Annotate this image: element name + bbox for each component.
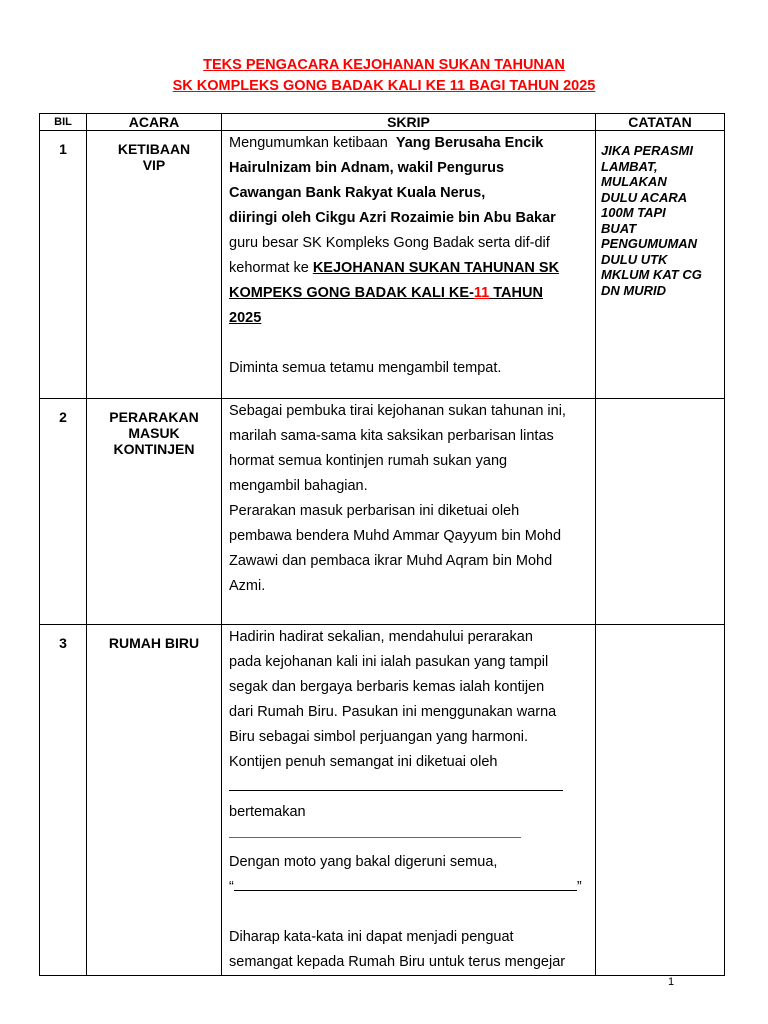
skrip-line: Diminta semua tetamu mengambil tempat. [229,360,502,376]
header-catatan: CATATAN [596,114,725,131]
skrip-line: kehormat ke KEJOHANAN SUKAN TAHUNAN SK [229,260,560,276]
skrip-line: semangat kepada Rumah Biru untuk terus mengejar [229,954,566,970]
skrip-line: Mengumumkan ketibaan Yang Berusaha Encik [229,135,544,151]
catatan-line: MULAKAN [601,174,667,189]
table-row [40,399,725,625]
skrip-line: Dengan moto yang bakal digeruni semua, [229,854,498,870]
skrip-line: marilah sama-sama kita saksikan perbarisan lintas [229,428,554,444]
header-bil: BIL [40,114,87,131]
skrip-line: pembawa bendera Muhd Ammar Qayyum bin Mohd [229,528,562,544]
skrip-line: segak dan bergaya berbaris kemas ialah kontijen [229,679,545,695]
header-acara: ACARA [87,114,222,131]
catatan-line: 100M TAPI [601,205,666,220]
catatan-line: PENGUMUMAN [601,236,698,251]
skrip-line: hormat semua kontinjen rumah sukan yang [229,453,508,469]
table-row [40,625,725,976]
table-header-row [40,114,725,131]
catatan-line: JIKA PERASMI [601,143,693,158]
skrip-line: guru besar SK Kompleks Gong Badak serta dif-dif [229,235,550,251]
skrip-line: Sebagai pembuka tirai kejohanan sukan tahunan ini, [229,403,566,419]
acara-line: KETIBAAN [117,141,191,157]
theme-blank-line [229,825,521,838]
skrip-line: bertemakan [229,804,306,820]
document-title-line-1: TEKS PENGACARA KEJOHANAN SUKAN TAHUNAN [203,57,565,73]
catatan-line: DN MURID [601,282,666,298]
catatan-line: MKLUM KAT CG [601,267,702,282]
skrip-line: diiringi oleh Cikgu Azri Rozaimie bin Abu Bakar [229,210,556,226]
skrip-line: Diharap kata-kata ini dapat menjadi penguat [229,929,514,945]
skrip-line: Zawawi dan pembaca ikrar Muhd Aqram bin Mohd [229,553,553,569]
skrip-line: Cawangan Bank Rakyat Kuala Nerus, [229,185,486,201]
leader-blank-line [229,775,591,800]
skrip-line: KOMPEKS GONG BADAK KALI KE-11 TAHUN [229,285,543,301]
acara-line: VIP [142,157,166,173]
acara-line: MASUK [128,425,180,441]
skrip-line: 2025 [229,310,262,326]
row-number: 1 [40,131,87,399]
document-title-line-2: SK KOMPLEKS GONG BADAK KALI KE 11 BAGI TAHUN 2025 [172,78,596,94]
skrip-line: pada kejohanan kali ini ialah pasukan yang tampil [229,654,549,670]
row-skrip [222,399,596,625]
acara-line: PERARAKAN [109,409,199,425]
header-skrip: SKRIP [222,114,596,131]
row-skrip [222,625,596,976]
skrip-line: Kontijen penuh semangat ini diketuai oleh [229,754,498,770]
row-catatan [596,131,725,399]
row-catatan [596,399,725,625]
catatan-line: DULU ACARA [601,189,688,205]
skrip-line: mengambil bahagian. [229,478,368,494]
row-skrip [222,131,596,399]
row-acara [87,625,222,976]
row-acara [87,399,222,625]
row-acara [87,131,222,399]
catatan-line: DULU UTK [601,251,668,267]
script-table [39,113,725,976]
motto-blank-line: “ ” [229,875,591,900]
acara-line: RUMAH BIRU [108,635,200,651]
skrip-line: dari Rumah Biru. Pasukan ini menggunakan warna [229,704,557,720]
row-catatan [596,625,725,976]
skrip-line: Perarakan masuk perbarisan ini diketuai oleh [229,503,520,519]
row-number: 3 [40,625,87,976]
catatan-line: BUAT [601,220,637,236]
acara-line: KONTINJEN [113,441,195,457]
skrip-line: Azmi. [229,578,266,594]
skrip-line: Hairulnizam bin Adnam, wakil Pengurus [229,160,505,176]
row-number: 2 [40,399,87,625]
page-number: 1 [668,976,675,988]
skrip-line: Hadirin hadirat sekalian, mendahului perarakan [229,629,533,645]
catatan-line: LAMBAT, [601,158,658,174]
skrip-line: Biru sebagai simbol perjuangan yang harmoni. [229,729,529,745]
table-row [40,131,725,399]
